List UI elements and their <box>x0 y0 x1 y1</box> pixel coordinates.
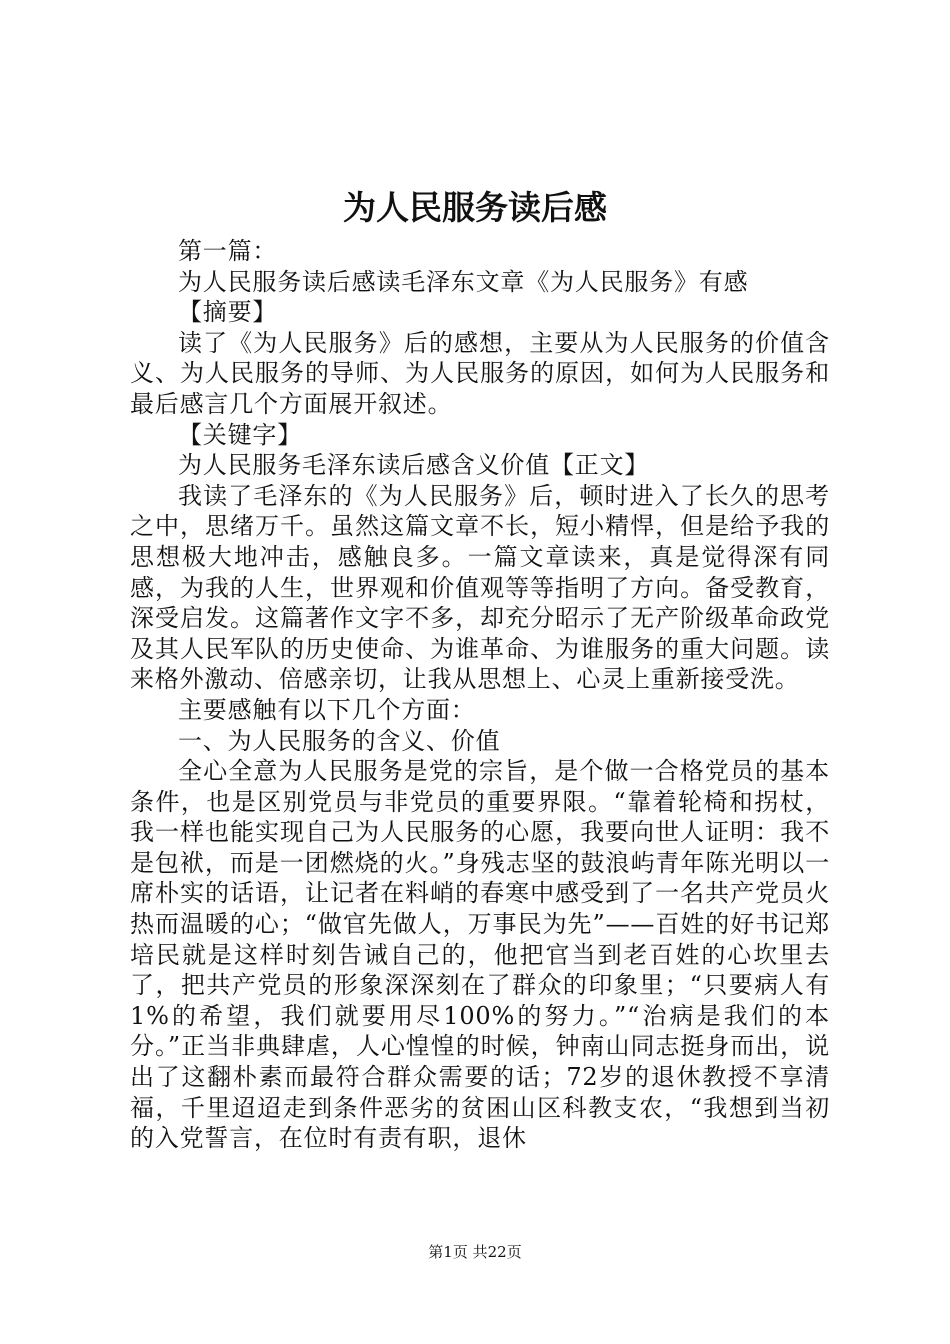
paragraph: 一、为人民服务的含义、价值 <box>178 726 501 755</box>
paragraph: 为人民服务毛泽东读后感含义价值【正文】 <box>178 451 650 480</box>
paragraph: 主要感触有以下几个方面： <box>178 695 476 724</box>
paragraph: 全心全意为人民服务是党的宗旨，是个做一合格党员的基本条件，也是区别党员与非党员的重要界限。“靠着轮椅和拐杖，我一样也能实现自己为人民服务的心愿，我要向世人证明：我不是包袱，而是一团燃烧的火。”身残志坚的鼓浪屿青年陈光明以一席朴实的话语，让记者在料峭的春寒中感受到了一名共产党员火热而温暖的心；“做官先做人，万事民为先”——百姓的好书记郑培民就是这样时刻告诫自己的，他把官当到老百姓的心坎里去了，把共产党员的形象深深刻在了群众的印象里；“只要病人有1%的希望，我们就要用尽100%的努力。”“治病是我们的本分。”正当非典肆虐，人心惶惶的时候，钟南山同志挺身而出，说出了这翻朴素而最符合群众需要的话；72岁的退休教授不享清福，千里迢迢走到条件恶劣的贫困山区科教支农，“我想到当初的入党誓言，在位时有责有职，退休 <box>130 757 830 1153</box>
document-title: 为人民服务读后感 <box>343 188 607 227</box>
paragraph: 读了《为人民服务》后的感想，主要从为人民服务的价值含义、为人民服务的导师、为人民服务的原因，如何为人民服务和最后感言几个方面展开叙述。 <box>130 328 830 418</box>
document-body <box>130 236 830 1154</box>
paragraph: 我读了毛泽东的《为人民服务》后，顿时进入了长久的思考之中，思绪万千。虽然这篇文章不长，短小精悍，但是给予我的思想极大地冲击，感触良多。一篇文章读来，真是觉得深有同感，为我的人生，世界观和价值观等等指明了方向。备受教育，深受启发。这篇著作文字不多，却充分昭示了无产阶级革命政党及其人民军队的历史使命、为谁革命、为谁服务的重大问题。读来格外激动、倍感亲切，让我从思想上、心灵上重新接受洗。 <box>130 481 830 694</box>
paragraph: 第一篇： <box>178 237 278 265</box>
page-footer: 第1页 共22页 <box>428 1243 522 1261</box>
paragraph: 为人民服务读后感读毛泽东文章《为人民服务》有感 <box>178 267 749 296</box>
paragraph: 【关键字】 <box>178 420 302 449</box>
paragraph: 【摘要】 <box>178 298 278 327</box>
